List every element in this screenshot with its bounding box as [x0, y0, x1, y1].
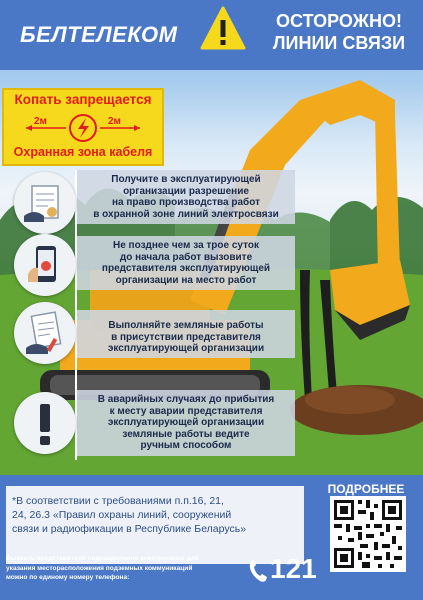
phone-call-icon — [14, 234, 76, 296]
supervision-document-icon — [14, 302, 76, 364]
qr-code[interactable] — [330, 496, 406, 572]
sign-left-distance: 2м — [34, 116, 47, 127]
step-4-box — [77, 390, 295, 456]
exclamation-icon — [14, 392, 76, 454]
regulation-note — [6, 486, 304, 564]
step-2-line-1: Не позднее чем за трое суток — [112, 240, 259, 251]
phone-number[interactable]: 121 — [270, 553, 317, 584]
phone-icon — [248, 558, 270, 584]
step-3-box — [77, 310, 295, 358]
brand-name: БЕЛТЕЛЕКОМ — [20, 22, 178, 47]
footer-line-2: указания месторасположения подземных коммуникаций — [6, 564, 193, 572]
step-2-line-4: организации на место работ — [115, 274, 257, 286]
warning-triangle-icon — [200, 6, 246, 52]
sign-title: Копать запрещается — [14, 92, 152, 107]
caution-line-1: ОСТОРОЖНО! — [276, 11, 402, 31]
step-3-line-2: в присутствии представителя — [111, 331, 261, 343]
note-line-3: связи и радиофикации в Республике Беларусь» — [12, 523, 247, 535]
cable-zone-sign — [2, 88, 164, 166]
step-1-line-3: на право производства работ — [112, 197, 260, 208]
footer-instructions — [6, 554, 244, 583]
step-1-line-1: Получите в эксплуатирующей — [111, 174, 261, 185]
caution-line-2: ЛИНИИ СВЯЗИ — [272, 33, 406, 53]
step-2-line-3: представителя эксплуатирующей — [101, 263, 271, 274]
step-2-line-2: до начала работ вызовите — [119, 251, 253, 263]
step-2-box — [77, 236, 295, 290]
sign-subtitle: Охранная зона кабеля — [13, 145, 153, 159]
step-1-line-4: в охранной зоне линий электросвязи — [93, 208, 279, 220]
note-line-2: 24, 26.3 «Правил охраны линий, сооружений — [12, 509, 232, 521]
footer-line-3: можно по единому номеру телефона: — [6, 574, 130, 581]
sign-right-distance: 2м — [108, 116, 121, 127]
step-4-line-5: ручным способом — [140, 440, 232, 451]
step-1-line-2: организации разрешение — [123, 185, 249, 197]
more-info-label: ПОДРОБНЕЕ — [327, 482, 405, 496]
step-1-box — [77, 170, 295, 224]
step-4-icon-circle — [14, 392, 76, 454]
header-bar — [0, 0, 423, 70]
step-4-line-1: В аварийных случаях до прибытия — [97, 394, 275, 405]
distance-arrows-icon — [4, 110, 162, 146]
caution-heading — [262, 10, 416, 54]
note-line-1: *В соответствии с требованиями п.п.16, 21, — [12, 495, 224, 507]
step-2-icon-circle — [14, 234, 76, 296]
step-1-icon-circle — [14, 172, 76, 234]
permit-document-icon — [14, 172, 76, 234]
step-4-line-4: земляные работы ведите — [122, 428, 250, 440]
step-3-icon-circle — [14, 302, 76, 364]
footer-line-1: Вызвать представителя подразделения электросвязи для — [6, 555, 199, 562]
step-3-line-1: Выполняйте земляные работы — [108, 320, 264, 331]
step-4-line-3: эксплуатирующей организации — [107, 417, 265, 428]
step-4-line-2: к месту аварии представителя — [109, 405, 263, 417]
step-3-line-3: эксплуатирующей организации — [107, 343, 265, 354]
